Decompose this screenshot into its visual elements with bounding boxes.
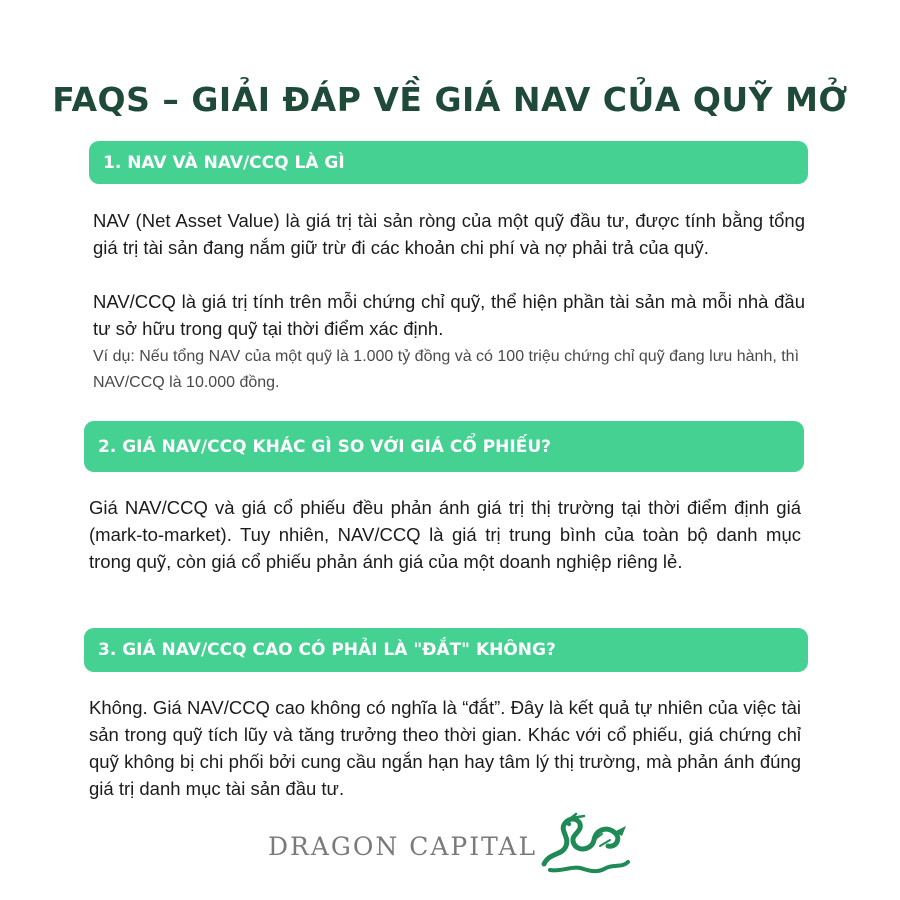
brand-name: DRAGON CAPITAL	[268, 832, 538, 861]
section-2-heading-text: 2. GIÁ NAV/CCQ KHÁC GÌ SO VỚI GIÁ CỔ PHIẾU?	[98, 436, 551, 457]
section-1-paragraph-2: NAV/CCQ là giá trị tính trên mỗi chứng chỉ quỹ, thể hiện phần tài sản mà mỗi nhà đầu tư sở hữu trong quỹ tại thời điểm xác định.	[93, 291, 805, 339]
section-2-paragraph-1: Giá NAV/CCQ và giá cổ phiếu đều phản ánh giá trị thị trường tại thời điểm định giá (mark-to-market). Tuy nhiên, NAV/CCQ là giá trị trung bình của toàn bộ danh mục trong quỹ, còn giá cổ phiếu phản ánh giá của một doanh nghiệp riêng lẻ.	[89, 497, 801, 572]
section-1-heading-text: 1. NAV VÀ NAV/CCQ LÀ GÌ	[103, 152, 345, 173]
section-1-example-note: Ví dụ: Nếu tổng NAV của một quỹ là 1.000 tỷ đồng và có 100 triệu chứng chỉ quỹ đang lưu hành, thì NAV/CCQ là 10.000 đồng.	[93, 348, 800, 391]
brand-logo	[268, 812, 638, 876]
dragon-icon	[536, 812, 632, 876]
section-3-heading	[84, 628, 808, 672]
section-3-heading-text: 3. GIÁ NAV/CCQ CAO CÓ PHẢI LÀ "ĐẮT" KHÔNG?	[98, 640, 556, 660]
section-2-heading	[84, 421, 804, 472]
section-1-heading	[89, 141, 808, 184]
section-1-paragraph-1: NAV (Net Asset Value) là giá trị tài sản ròng của một quỹ đầu tư, được tính bằng tổng giá trị tài sản đang nắm giữ trừ đi các khoản chi phí và nợ phải trả của quỹ.	[93, 210, 805, 258]
section-3-paragraph-1: Không. Giá NAV/CCQ cao không có nghĩa là “đắt”. Đây là kết quả tự nhiên của việc tài sản trong quỹ tích lũy và tăng trưởng theo thời gian. Khác với cổ phiếu, giá chứng chỉ quỹ không bị chi phối bởi cung cầu ngắn hạn hay tâm lý thị trường, mà phản ánh đúng giá trị danh mục tài sản đầu tư.	[89, 697, 801, 799]
page-title: FAQS – GIẢI ĐÁP VỀ GIÁ NAV CỦA QUỸ MỞ	[52, 80, 848, 119]
